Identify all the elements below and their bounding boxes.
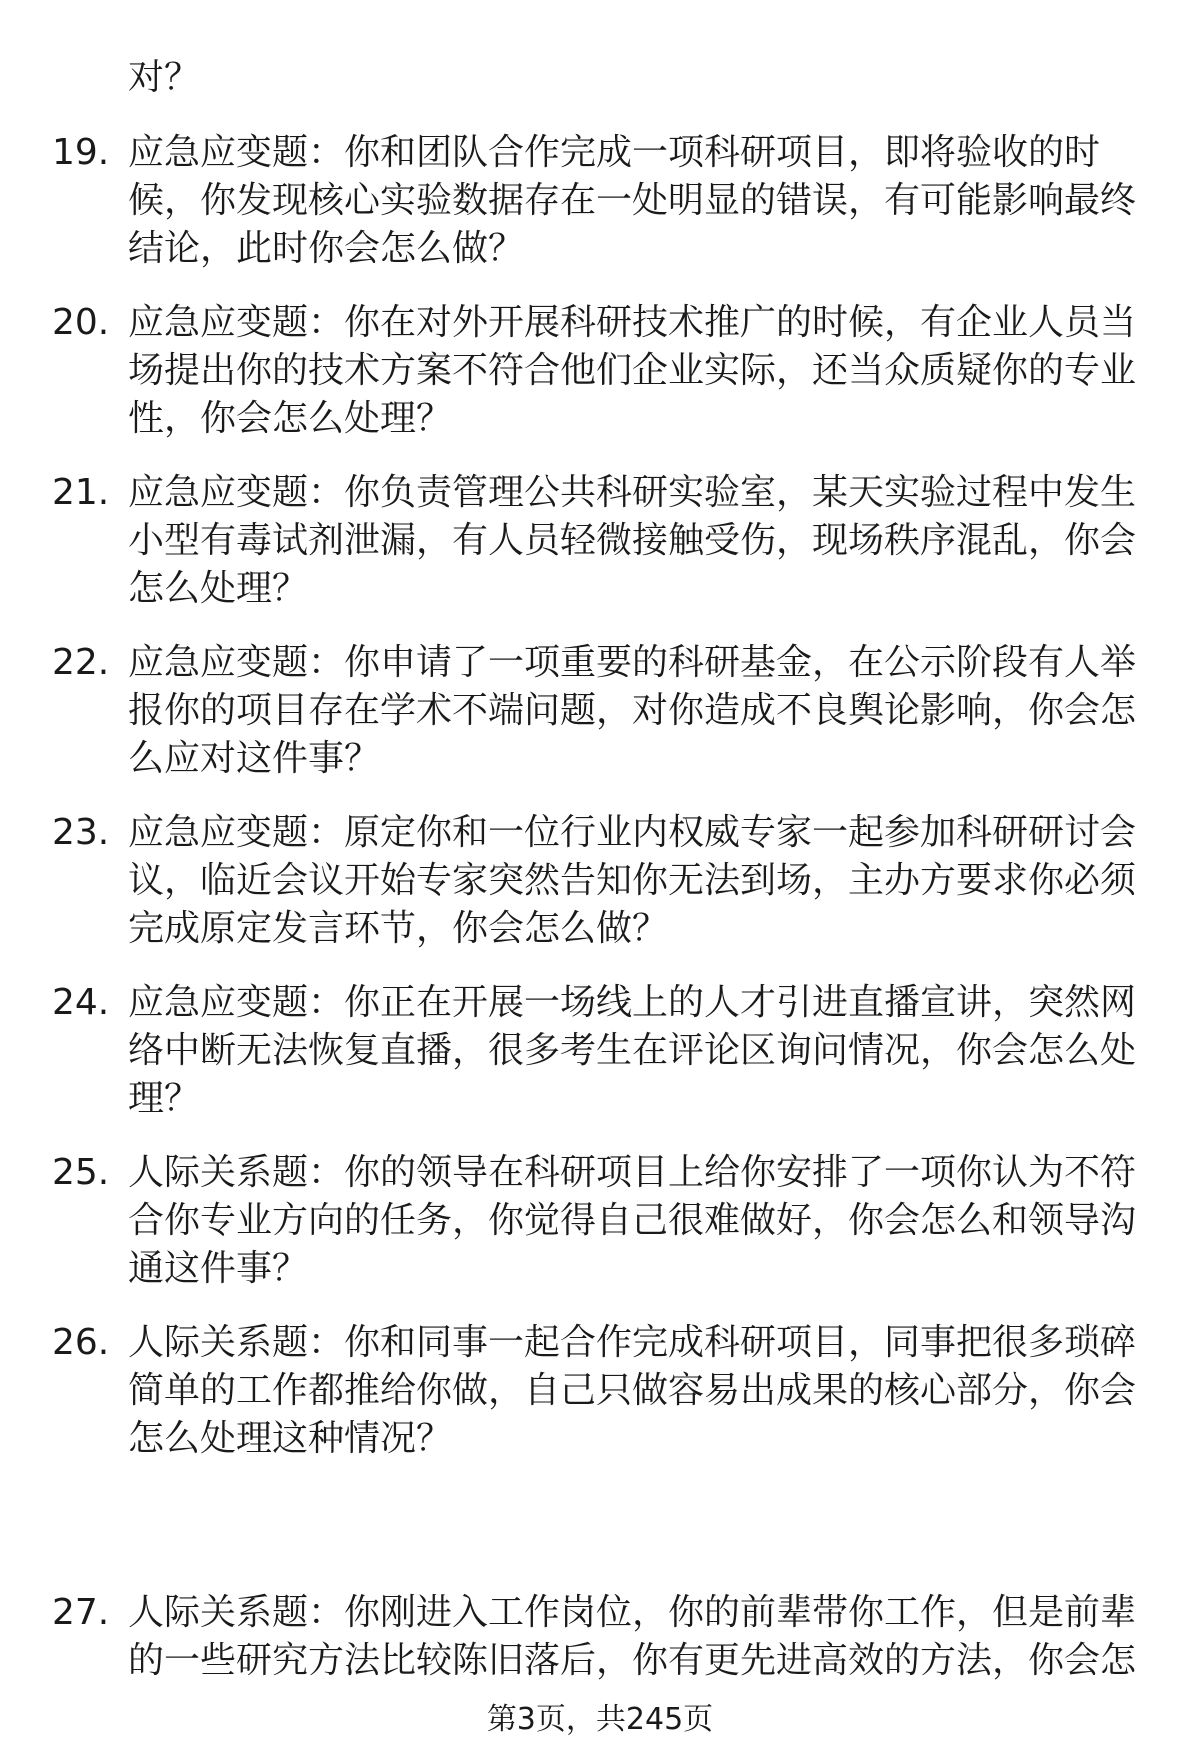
question-number: 26. [52, 1322, 110, 1363]
question-line: 人际关系题：你刚进入工作岗位，你的前辈带你工作，但是前辈 [128, 1592, 1137, 1633]
question-line: 怎么处理这种情况？ [128, 1418, 453, 1459]
question-line: 应急应变题：你正在开展一场线上的人才引进直播宣讲，突然网 [128, 982, 1137, 1023]
question-number: 25. [52, 1152, 110, 1193]
question-line: 人际关系题：你的领导在科研项目上给你安排了一项你认为不符 [128, 1152, 1137, 1193]
page-footer: 第3页，共245页 [486, 1702, 714, 1737]
question-line: 应急应变题：你在对外开展科研技术推广的时候，有企业人员当 [128, 302, 1137, 343]
question-line: 么应对这件事？ [128, 738, 381, 779]
question-line: 应急应变题：你申请了一项重要的科研基金，在公示阶段有人举 [128, 642, 1137, 683]
question-number: 22. [52, 642, 110, 683]
question-line: 人际关系题：你和同事一起合作完成科研项目，同事把很多琐碎 [128, 1322, 1137, 1363]
question-line: 理？ [128, 1078, 201, 1119]
question-line: 候，你发现核心实验数据存在一处明显的错误，有可能影响最终 [128, 180, 1137, 221]
question-number: 19. [52, 132, 110, 173]
question-line: 怎么处理？ [128, 568, 309, 609]
question-line: 应急应变题：你和团队合作完成一项科研项目，即将验收的时 [128, 132, 1101, 173]
question-line: 络中断无法恢复直播，很多考生在评论区询问情况，你会怎么处 [128, 1030, 1137, 1071]
question-line: 场提出你的技术方案不符合他们企业实际，还当众质疑你的专业 [128, 350, 1137, 391]
continuation-line: 对？ [128, 57, 201, 98]
question-line: 的一些研究方法比较陈旧落后，你有更先进高效的方法，你会怎 [128, 1640, 1137, 1681]
question-line: 性，你会怎么处理？ [128, 398, 453, 439]
question-line: 应急应变题：你负责管理公共科研实验室，某天实验过程中发生 [128, 472, 1137, 513]
question-line: 完成原定发言环节，你会怎么做？ [128, 908, 669, 949]
question-number: 23. [52, 812, 110, 853]
question-number: 27. [52, 1592, 110, 1633]
question-line: 合你专业方向的任务，你觉得自己很难做好，你会怎么和领导沟 [128, 1200, 1137, 1241]
question-line: 议，临近会议开始专家突然告知你无法到场，主办方要求你必须 [128, 860, 1137, 901]
question-number: 21. [52, 472, 110, 513]
question-line: 小型有毒试剂泄漏，有人员轻微接触受伤，现场秩序混乱，你会 [128, 520, 1137, 561]
question-line: 通这件事？ [128, 1248, 309, 1289]
question-line: 简单的工作都推给你做，自己只做容易出成果的核心部分，你会 [128, 1370, 1137, 1411]
question-line: 报你的项目存在学术不端问题，对你造成不良舆论影响，你会怎 [128, 690, 1137, 731]
question-number: 24. [52, 982, 110, 1023]
question-line: 应急应变题：原定你和一位行业内权威专家一起参加科研研讨会 [128, 812, 1137, 853]
question-line: 结论，此时你会怎么做？ [128, 228, 525, 269]
question-number: 20. [52, 302, 110, 343]
